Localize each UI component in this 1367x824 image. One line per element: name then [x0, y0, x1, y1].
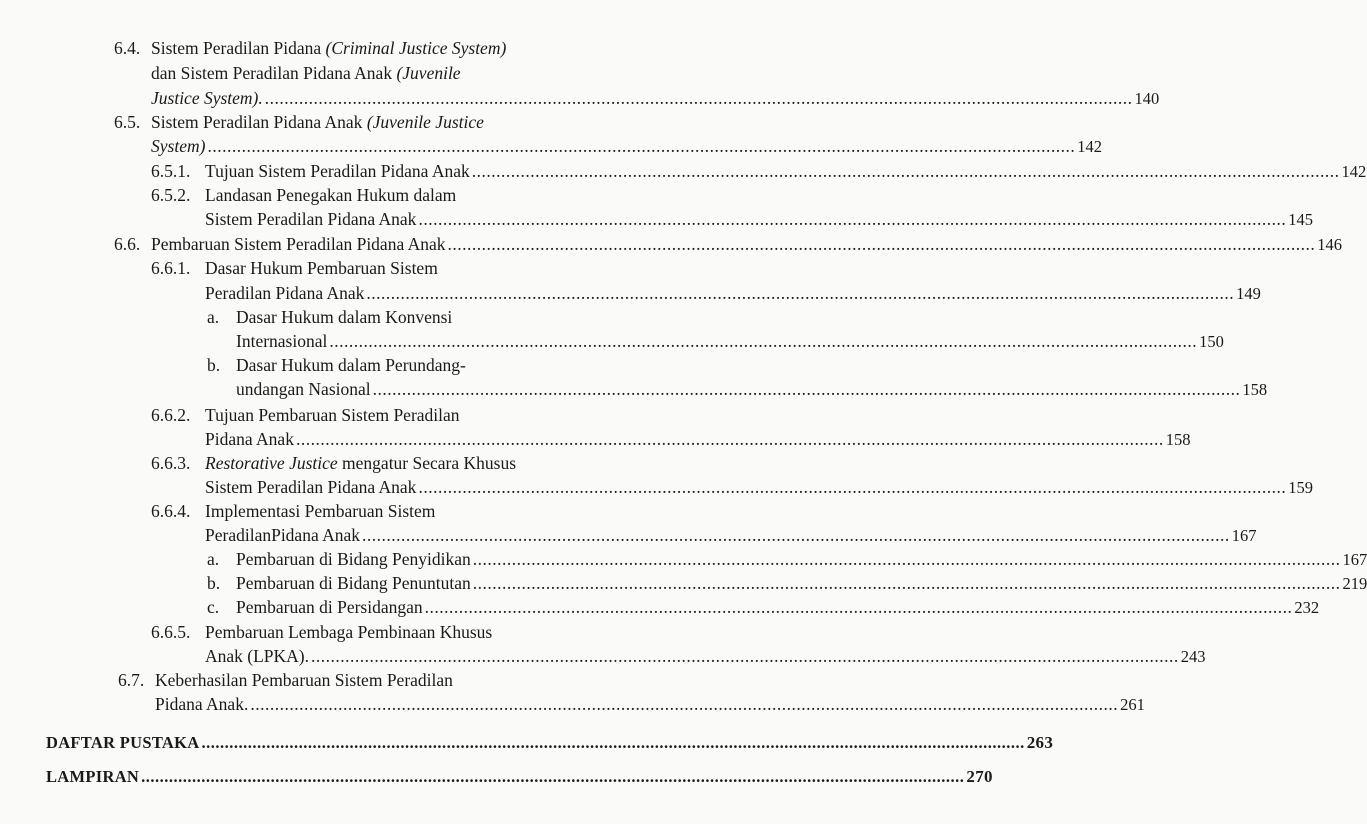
dot-leader	[311, 644, 1179, 668]
entry-number: 6.6.2.	[151, 405, 191, 425]
entry-number: 6.5.1.	[151, 161, 191, 181]
dot-leader	[418, 207, 1286, 231]
entry-title: Pembaruan di Persidangan	[236, 597, 423, 617]
page-number: 167	[1342, 550, 1367, 569]
toc-entry-daftar-pustaka[interactable]	[46, 731, 1054, 755]
toc-entry-6-6-4-line2: PeradilanPidana Anak ..... 167	[205, 523, 577, 548]
entry-title: Restorative Justice mengatur Secara Khusus	[205, 453, 517, 473]
entry-number: 6.7.	[118, 670, 145, 690]
page-number: 261	[1120, 695, 1145, 714]
toc-entry-6-6-1-a[interactable]	[207, 305, 577, 329]
page-number: 219	[1342, 574, 1367, 593]
dot-leader	[473, 571, 1341, 595]
toc-entry-6-6-5[interactable]	[151, 620, 577, 644]
entry-letter: b.	[207, 355, 221, 375]
page-number: 149	[1236, 284, 1261, 303]
dot-leader	[207, 134, 1075, 158]
entry-number: 6.5.2.	[151, 185, 191, 205]
entry-title: Tujuan Sistem Peradilan Pidana Anak	[205, 161, 470, 181]
toc-entry-6-5[interactable]	[114, 110, 574, 134]
dot-leader	[418, 475, 1286, 499]
entry-title: LAMPIRAN	[46, 767, 140, 786]
dot-leader	[448, 232, 1316, 256]
page-number: 263	[1026, 733, 1054, 752]
dot-leader	[201, 731, 1024, 755]
entry-title: Tujuan Pembaruan Sistem Peradilan	[205, 405, 460, 425]
entry-number: 6.6.1.	[151, 258, 191, 278]
entry-title: Dasar Hukum dalam Konvensi	[236, 307, 453, 327]
entry-letter: a.	[207, 549, 220, 569]
toc-entry-6-6-1-line2: Peradilan Pidana Anak ..... 149	[205, 281, 577, 306]
toc-entry-6-6-4-b[interactable]	[207, 571, 1367, 596]
toc-entry-6-6-1-b-line2: undangan Nasional ..... 158	[236, 377, 577, 402]
dot-leader	[362, 523, 1230, 547]
toc-entry-6-7[interactable]	[118, 668, 577, 692]
entry-letter: b.	[207, 573, 221, 593]
dot-leader	[472, 159, 1340, 183]
toc-entry-6-6[interactable]	[114, 232, 1343, 257]
page-number: 158	[1242, 380, 1268, 399]
page-number: 145	[1288, 210, 1313, 229]
page-number: 243	[1180, 647, 1206, 666]
toc-entry-6-5-2-line2: Sistem Peradilan Pidana Anak ..... 145	[205, 207, 577, 232]
dot-leader	[366, 281, 1234, 305]
toc-entry-6-6-2[interactable]	[151, 403, 577, 427]
page-number: 140	[1134, 89, 1160, 108]
entry-title: Landasan Penegakan Hukum dalam	[205, 185, 457, 205]
dot-leader	[373, 377, 1241, 401]
entry-letter: c.	[207, 597, 220, 617]
dot-leader	[250, 692, 1118, 716]
entry-title: Pembaruan di Bidang Penyidikan	[236, 549, 471, 569]
entry-letter: a.	[207, 307, 220, 327]
entry-title: Sistem Peradilan Pidana (Criminal Justice System)	[151, 38, 507, 58]
page-number: 142	[1341, 162, 1367, 181]
page-number: 150	[1199, 332, 1224, 351]
page-number: 270	[966, 767, 993, 786]
toc-entry-6-6-3-line2: Sistem Peradilan Pidana Anak ..... 159	[205, 475, 577, 500]
entry-number: 6.6.5.	[151, 622, 191, 642]
toc-entry-6-6-2-line2: Pidana Anak ..... 158	[205, 427, 577, 452]
page-number: 167	[1231, 526, 1257, 545]
page-number: 146	[1317, 235, 1343, 254]
entry-number: 6.6.4.	[151, 501, 191, 521]
entry-number: 6.6.	[114, 234, 141, 254]
toc-entry-6-5-line2: System) ..... 142	[151, 134, 577, 159]
toc-entry-6-6-4-a[interactable]	[207, 547, 1367, 572]
toc-entry-6-4[interactable]	[114, 36, 574, 60]
entry-title: Pembaruan di Bidang Penuntutan	[236, 573, 471, 593]
entry-number: 6.6.3.	[151, 453, 191, 473]
toc-entry-6-6-1-a-line2: Internasional ..... 150	[236, 329, 577, 354]
toc-entry-6-7-line2: Pidana Anak. ..... 261	[155, 692, 577, 717]
entry-title: Sistem Peradilan Pidana Anak (Juvenile Justice	[151, 112, 484, 132]
toc-entry-6-6-1-b[interactable]	[207, 353, 577, 377]
toc-entry-lampiran[interactable]	[46, 765, 993, 789]
dot-leader	[329, 329, 1197, 353]
entry-number: 6.4.	[114, 38, 141, 58]
dot-leader	[141, 765, 964, 789]
toc-entry-6-6-5-line2: Anak (LPKA). ..... 243	[205, 644, 577, 669]
entry-title: Keberhasilan Pembaruan Sistem Peradilan	[155, 670, 453, 690]
entry-title: Dasar Hukum Pembaruan Sistem	[205, 258, 438, 278]
entry-title: Dasar Hukum dalam Perundang-	[236, 355, 466, 375]
page-number: 158	[1165, 430, 1191, 449]
toc-entry-6-4-line2: dan Sistem Peradilan Pidana Anak (Juvenile	[151, 63, 461, 83]
dot-leader	[473, 547, 1341, 571]
page-number: 232	[1294, 598, 1320, 617]
dot-leader	[296, 427, 1164, 451]
toc-entry-6-5-2[interactable]	[151, 183, 577, 207]
toc-entry-6-6-4-c[interactable]	[207, 595, 1320, 620]
page-number: 142	[1077, 137, 1102, 156]
dot-leader	[265, 86, 1133, 110]
entry-title: Implementasi Pembaruan Sistem	[205, 501, 436, 521]
toc-entry-6-5-1[interactable]	[151, 159, 1367, 184]
toc-entry-6-6-1[interactable]	[151, 256, 577, 280]
page-number: 159	[1288, 478, 1313, 497]
toc-entry-6-6-3[interactable]	[151, 451, 577, 475]
toc-entry-6-4-line3: Justice System). ..... 140	[151, 86, 577, 111]
entry-title: Pembaruan Lembaga Pembinaan Khusus	[205, 622, 493, 642]
entry-title: DAFTAR PUSTAKA	[46, 733, 200, 752]
entry-number: 6.5.	[114, 112, 141, 132]
dot-leader	[425, 595, 1293, 619]
entry-title: Pembaruan Sistem Peradilan Pidana Anak	[151, 234, 446, 254]
toc-entry-6-6-4[interactable]	[151, 499, 577, 523]
